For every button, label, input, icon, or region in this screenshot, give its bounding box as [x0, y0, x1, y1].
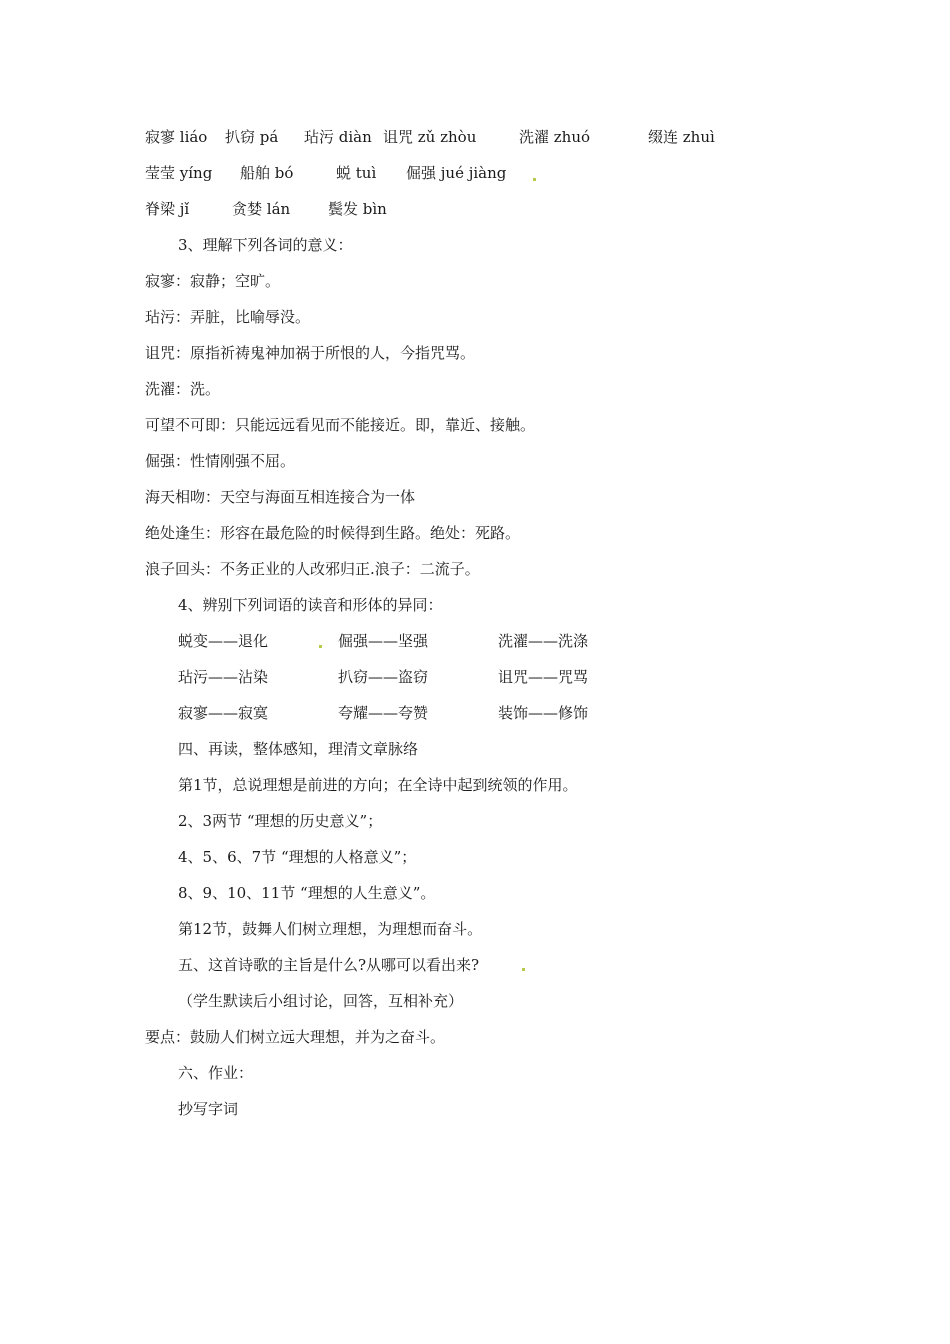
section-heading: 六、作业： [178, 1064, 254, 1082]
compare-item: 寂寥——寂寞 [178, 704, 269, 722]
outline-item: 第1节，总说理想是前进的方向；在全诗中起到统领的作用。 [178, 776, 578, 794]
section-heading: 五、这首诗歌的主旨是什么?从哪可以看出来? [178, 956, 480, 974]
compare-item: 玷污——沾染 [178, 668, 269, 686]
pinyin-item: 蜕 tuì [336, 164, 377, 182]
outline-item: 8、9、10、11节 “理想的人生意义”。 [178, 884, 436, 902]
pinyin-item: 鬓发 bìn [328, 200, 387, 218]
compare-item: 倔强——坚强 [338, 632, 429, 650]
definition-item: 浪子回头：不务正业的人改邪归正.浪子：二流子。 [145, 560, 480, 578]
pinyin-item: 莹莹 yíng [145, 164, 213, 182]
definition-item: 玷污：弄脏，比喻辱没。 [145, 308, 311, 326]
definition-item: 绝处逢生：形容在最危险的时候得到生路。绝处：死路。 [145, 524, 521, 542]
compare-item: 夸耀——夸赞 [338, 704, 429, 722]
scan-mark [533, 178, 536, 181]
compare-item: 洗濯——洗涤 [498, 632, 589, 650]
compare-item: 蜕变——退化 [178, 632, 269, 650]
pinyin-item: 洗濯 zhuó [519, 128, 591, 146]
outline-item: 4、5、6、7节 “理想的人格意义”； [178, 848, 417, 866]
compare-item: 装饰——修饰 [498, 704, 589, 722]
pinyin-item: 倔强 jué jiàng [406, 164, 507, 182]
pinyin-item: 玷污 diàn [304, 128, 372, 146]
pinyin-item: 船舶 bó [240, 164, 294, 182]
outline-item: 第12节，鼓舞人们树立理想，为理想而奋斗。 [178, 920, 483, 938]
scan-mark [319, 645, 322, 648]
outline-item: （学生默读后小组讨论，回答，互相补充） [178, 992, 464, 1010]
key-point: 要点：鼓励人们树立远大理想，并为之奋斗。 [145, 1028, 446, 1046]
scan-mark [522, 968, 525, 971]
pinyin-item: 缀连 zhuì [648, 128, 715, 146]
compare-item: 扒窃——盗窃 [338, 668, 429, 686]
section-heading: 3、理解下列各词的意义： [178, 236, 353, 254]
section-heading: 四、再读，整体感知，理清文章脉络 [178, 740, 419, 758]
pinyin-item: 扒窃 pá [225, 128, 279, 146]
definition-item: 海天相吻：天空与海面互相连接合为一体 [145, 488, 416, 506]
pinyin-item: 脊梁 jǐ [145, 200, 190, 218]
definition-item: 倔强：性情刚强不屈。 [145, 452, 296, 470]
section-heading: 4、辨别下列词语的读音和形体的异同： [178, 596, 443, 614]
definition-item: 诅咒：原指祈祷鬼神加祸于所恨的人，今指咒骂。 [145, 344, 476, 362]
outline-item: 2、3两节 “理想的历史意义”； [178, 812, 383, 830]
definition-item: 洗濯：洗。 [145, 380, 221, 398]
pinyin-item: 贪婪 lán [232, 200, 291, 218]
pinyin-item: 诅咒 zǔ zhòu [383, 128, 477, 146]
compare-item: 诅咒——咒骂 [498, 668, 589, 686]
definition-item: 寂寥：寂静；空旷。 [145, 272, 281, 290]
definition-item: 可望不可即：只能远远看见而不能接近。即，靠近、接触。 [145, 416, 536, 434]
homework-text: 抄写字词 [178, 1100, 239, 1118]
pinyin-item: 寂寥 liáo [145, 128, 208, 146]
